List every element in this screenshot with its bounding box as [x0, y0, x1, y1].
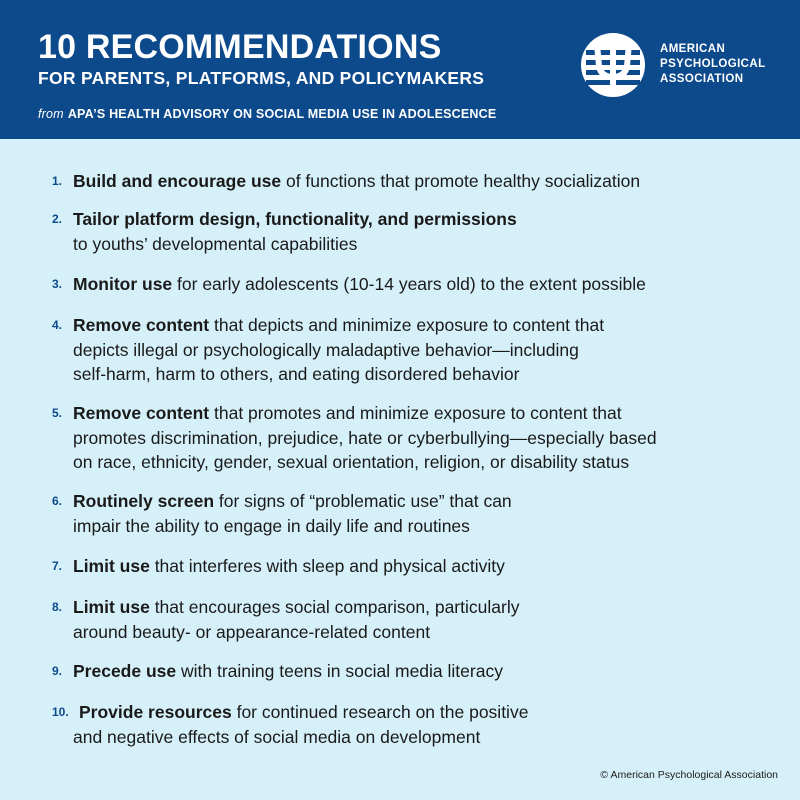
item-text	[73, 401, 657, 475]
item-number: 1.	[52, 174, 63, 188]
item-bold: Remove content	[73, 403, 210, 423]
item-line: around beauty- or appearance-related content	[73, 621, 431, 642]
item-line: promotes discrimination, prejudice, hate or cyberbullying—especially based	[73, 427, 657, 448]
item-number: 5.	[52, 406, 63, 420]
item-number: 2.	[52, 212, 63, 226]
item-line: that depicts and minimize exposure to content that	[209, 315, 605, 335]
item-bold: Remove content	[73, 315, 210, 335]
item-text	[73, 659, 503, 684]
item-line: for signs of “problematic use” that can	[214, 491, 512, 511]
item-bold: Limit use	[73, 597, 150, 617]
item-bold: Tailor platform design, functionality, and permissions	[73, 209, 517, 229]
item-number: 9.	[52, 664, 63, 678]
item-text	[73, 489, 512, 538]
item-line: for continued research on the positive	[231, 702, 529, 722]
item-number: 3.	[52, 277, 63, 291]
item-line: depicts illegal or psychologically maladaptive behavior—including	[73, 339, 579, 360]
item-number: 8.	[52, 600, 63, 614]
org-line: AMERICAN	[660, 43, 726, 55]
item-line: that interferes with sleep and physical activity	[149, 556, 505, 576]
item-bold: Build and encourage use	[73, 171, 282, 191]
item-line: that promotes and minimize exposure to content that	[209, 403, 622, 423]
item-bold: Monitor use	[73, 274, 173, 294]
item-line: for early adolescents (10-14 years old) to the extent possible	[172, 274, 646, 294]
item-text	[73, 272, 646, 297]
item-bold: Limit use	[73, 556, 150, 576]
item-number: 6.	[52, 494, 63, 508]
item-number: 10.	[52, 705, 69, 719]
page-title: 10 RECOMMENDATIONS	[38, 28, 442, 66]
apa-psi-logo-icon	[580, 32, 646, 98]
item-line: self-harm, harm to others, and eating disordered behavior	[73, 364, 520, 384]
item-line: on race, ethnicity, gender, sexual orientation, religion, or disability status	[73, 452, 630, 472]
organization-name	[660, 42, 766, 87]
item-text	[79, 700, 528, 725]
item-line: to youths’ developmental capabilities	[73, 233, 358, 254]
page-subtitle: FOR PARENTS, PLATFORMS, AND POLICYMAKERS	[38, 68, 485, 88]
item-line: of functions that promote healthy socialization	[281, 171, 641, 191]
item-bold: Precede use	[73, 661, 177, 681]
item-line: and negative effects of social media on development	[73, 726, 481, 747]
source-line	[38, 107, 496, 121]
item-bold: Routinely screen	[73, 491, 215, 511]
copyright-notice: © American Psychological Association	[600, 769, 778, 781]
item-text	[73, 207, 517, 256]
item-line: impair the ability to engage in daily life and routines	[73, 515, 470, 536]
org-line: PSYCHOLOGICAL	[660, 58, 766, 70]
item-text	[73, 313, 604, 387]
item-bold: Provide resources	[79, 702, 232, 722]
item-text-continued	[73, 725, 480, 750]
source-prefix: from	[38, 107, 64, 121]
item-number: 7.	[52, 559, 63, 573]
source-title: APA’S HEALTH ADVISORY ON SOCIAL MEDIA USE IN ADOLESCENCE	[67, 107, 497, 121]
item-line: with training teens in social media literacy	[176, 661, 503, 681]
item-text	[73, 595, 519, 644]
org-line: ASSOCIATION	[660, 73, 744, 85]
header-banner	[0, 0, 800, 139]
item-number: 4.	[52, 318, 63, 332]
item-text	[73, 169, 640, 194]
item-line: that encourages social comparison, particularly	[149, 597, 520, 617]
item-text	[73, 554, 505, 579]
